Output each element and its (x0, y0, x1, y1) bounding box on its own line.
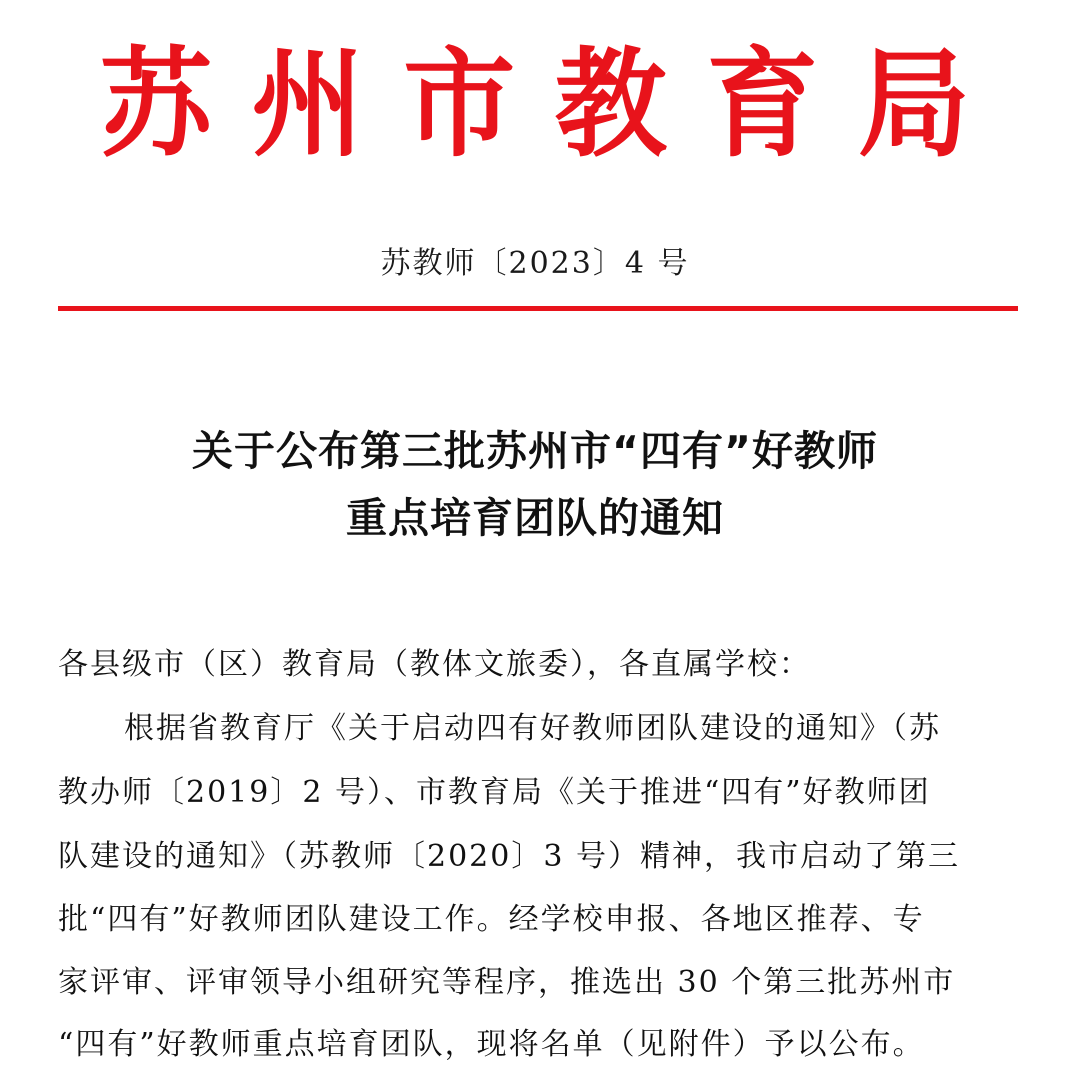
paragraph-line: 批“四有”好教师团队建设工作。经学校申报、各地区推荐、专 (58, 902, 925, 937)
paragraph-line: 家评审、评审领导小组研究等程序，推选出 30 个第三批苏州市 (58, 965, 956, 1000)
letterhead-char: 教 (554, 35, 667, 174)
letterhead-char: 市 (403, 35, 516, 174)
letterhead-char: 局 (857, 35, 970, 174)
document-title-line-1: 关于公布第三批苏州市“四有”好教师 (192, 427, 878, 475)
letterhead (100, 35, 970, 174)
paragraph-line: 根据省教育厅《关于启动四有好教师团队建设的通知》（苏 (124, 711, 941, 746)
salutation: 各县级市（区）教育局（教体文旅委），各直属学校： (58, 647, 811, 682)
document-number: 苏教师〔2023〕4 号 (380, 246, 690, 281)
letterhead-char: 育 (706, 35, 819, 174)
paragraph-line: 队建设的通知》（苏教师〔2020〕3 号）精神，我市启动了第三 (58, 839, 960, 874)
paragraph-line: “四有”好教师重点培育团队，现将名单（见附件）予以公布。 (58, 1027, 925, 1062)
document-title-line-2: 重点培育团队的通知 (346, 494, 724, 542)
letterhead-char: 苏 (100, 35, 212, 174)
letterhead-char: 州 (251, 35, 364, 174)
paragraph-line: 教办师〔2019〕2 号）、市教育局《关于推进“四有”好教师团 (58, 775, 931, 810)
red-divider (58, 306, 1018, 311)
